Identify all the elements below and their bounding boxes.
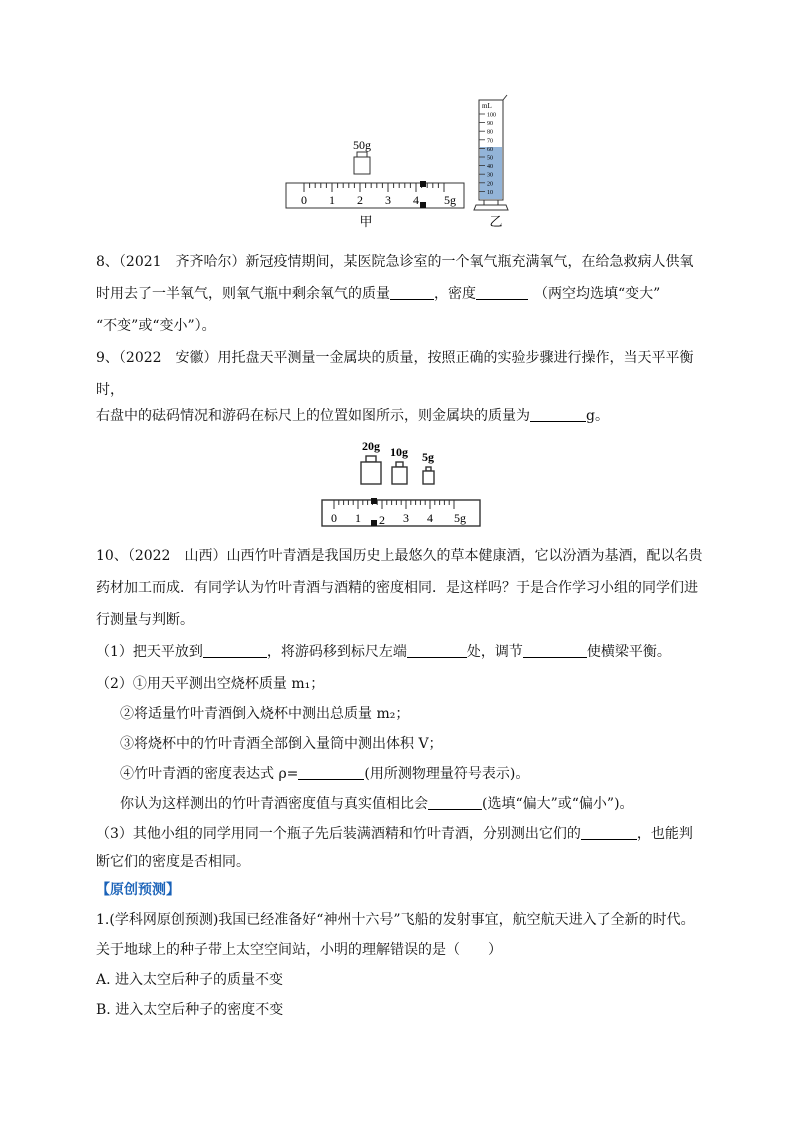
weight-10g: [392, 467, 407, 484]
cylinder-mark-label: 80: [487, 129, 493, 136]
cylinder-mark-label: 20: [487, 181, 493, 188]
weight-50g-body: [354, 157, 370, 174]
weight-50g-label: 50g: [353, 138, 371, 152]
rider-top: [420, 181, 426, 187]
ruler-2-tick-label: 3: [403, 511, 409, 525]
cylinder-unit: mL: [482, 102, 492, 110]
ruler-1-tick-label: 3: [385, 193, 391, 207]
graduated-cylinder: [474, 95, 508, 210]
figure-1-svg: [280, 92, 530, 234]
q10-part2-judge: [120, 794, 634, 814]
weight-50g-top: [357, 152, 367, 157]
ruler-1-tick-label: 0: [301, 193, 307, 207]
q8-line1: 8、（2021 齐齐哈尔）新冠疫情期间，某医院急诊室的一个氧气瓶充满氧气，在给急救病人供氧: [96, 254, 694, 270]
weight-20g-label: 20g: [362, 439, 380, 453]
q10-part3: [96, 824, 693, 844]
q10-blank-bias[interactable]: [428, 795, 482, 810]
q10-blank-nut[interactable]: [523, 643, 587, 658]
ruler-2-tick-label: 1: [355, 511, 361, 525]
rider-2-bottom: [371, 520, 377, 526]
q10-part2-step1: （2）①用天平测出空烧杯质量 m₁；: [96, 676, 325, 692]
q10-p2-4b: (用所测物理量符号表示)。: [364, 766, 530, 782]
weight-20g: [361, 462, 381, 484]
q8-text-c: （两空均选填“变大”: [534, 286, 661, 302]
ruler-1-tick-label: 1: [329, 193, 335, 207]
q9-line2: 时，: [96, 382, 124, 398]
figure-weights-ruler: [318, 434, 488, 534]
ruler-2-tick-label: 5g: [454, 511, 466, 525]
q10-line3: 行测量与判断。: [96, 612, 194, 628]
orig-q1-line2: 关于地球上的种子带上太空空间站，小明的理解错误的是（ ）: [96, 942, 502, 958]
label-yi: 乙: [489, 214, 503, 229]
q9-line1: 9、（2022 安徽）用托盘天平测量一金属块的质量，按照正确的实验步骤进行操作，当天平平衡: [96, 350, 694, 366]
option-a[interactable]: A. 进入太空后种子的质量不变: [96, 972, 284, 988]
rider-2-top: [371, 498, 377, 504]
q9-text-a: 右盘中的砝码情况和游码在标尺上的位置如图所示，则金属块的质量为: [96, 408, 530, 424]
option-b[interactable]: B. 进入太空后种子的密度不变: [96, 1002, 284, 1018]
q9-blank-mass[interactable]: [530, 407, 586, 422]
q8-text-a: 时用去了一半氧气，则氧气瓶中剩余氧气的质量: [96, 286, 390, 302]
weight-5g-label: 5g: [422, 450, 434, 464]
q10-part1: [96, 642, 671, 662]
cylinder-mark-label: 50: [487, 155, 493, 162]
cylinder-mark-label: 100: [487, 112, 496, 119]
cylinder-mark-label: 60: [487, 146, 493, 153]
weight-5g: [423, 471, 434, 484]
q10-part2-step4: [120, 764, 529, 784]
q8-blank-mass[interactable]: [390, 285, 434, 300]
section-header-original: 【原创预测】: [96, 882, 180, 898]
ruler-1: [286, 183, 464, 208]
q10-line2: 药材加工而成．有同学认为竹叶青酒与酒精的密度相同．是这样吗？于是合作学习小组的同学们进: [96, 580, 698, 596]
q10-p3-b: ，也能判: [636, 826, 693, 842]
figure-2-svg: [318, 434, 488, 534]
q8-blank-density[interactable]: [476, 285, 528, 300]
q8-line2: [96, 284, 660, 304]
q10-part2-step3: ③将烧杯中的竹叶青酒全部倒入量筒中测出体积 V；: [120, 736, 443, 752]
weight-10g-label: 10g: [390, 445, 408, 459]
q10-blank-mass-compare[interactable]: [581, 825, 637, 840]
q10-p2-5a: 你认为这样测出的竹叶青酒密度值与真实值相比会: [120, 796, 428, 812]
q10-blank-surface[interactable]: [203, 643, 267, 658]
cylinder-mark-label: 30: [487, 172, 493, 179]
q10-blank-density-expr[interactable]: [298, 765, 364, 780]
q10-p1-c: 处，调节: [466, 644, 523, 660]
rider-bottom: [420, 202, 426, 208]
q9-line3: [96, 406, 609, 426]
q8-text-b: ，密度: [434, 286, 476, 302]
ruler-1-tick-label: 2: [357, 193, 363, 207]
figure-balance-and-cylinder: [280, 92, 530, 234]
q10-p1-a: （1）把天平放到: [96, 644, 203, 660]
q10-p1-d: 使横梁平衡。: [586, 644, 671, 660]
cylinder-mark-label: 70: [487, 138, 493, 145]
q8-line3: “不变”或“变小”）。: [96, 318, 216, 334]
q10-part3-cont: 断它们的密度是否相同。: [96, 854, 250, 870]
ruler-2-tick-label: 0: [331, 511, 337, 525]
cylinder-mark-label: 90: [487, 121, 493, 128]
label-jia: 甲: [359, 214, 373, 229]
q10-p1-b: ，将游码移到标尺左端: [266, 644, 407, 660]
q9-text-b: g。: [586, 408, 609, 424]
cylinder-mark-label: 40: [487, 164, 493, 171]
cylinder-base: [474, 205, 508, 210]
q10-p2-5b: (选填“偏大”或“偏小”)。: [482, 796, 634, 812]
orig-q1-line1: 1.(学科网原创预测)我国已经准备好“神州十六号”飞船的发射事宜，航空航天进入了全新的时代。: [96, 912, 695, 928]
q10-p2-4a: ④竹叶青酒的密度表达式 ρ=: [120, 766, 299, 782]
ruler-1-tick-label: 5g: [444, 193, 456, 207]
q10-p3-a: （3）其他小组的同学用同一个瓶子先后装满酒精和竹叶青酒，分别测出它们的: [96, 826, 581, 842]
q10-blank-zero[interactable]: [407, 643, 467, 658]
ruler-1-tick-label: 4: [413, 193, 419, 207]
ruler-2-tick-label: 2: [379, 513, 385, 527]
q10-part2-step2: ②将适量竹叶青酒倒入烧杯中测出总质量 m₂；: [120, 706, 410, 722]
ruler-2-tick-label: 4: [427, 511, 433, 525]
cylinder-mark-label: 10: [487, 189, 493, 196]
q10-line1: 10、（2022 山西）山西竹叶青酒是我国历史上最悠久的草本健康酒，它以汾酒为基酒，配以名贵: [96, 548, 703, 564]
